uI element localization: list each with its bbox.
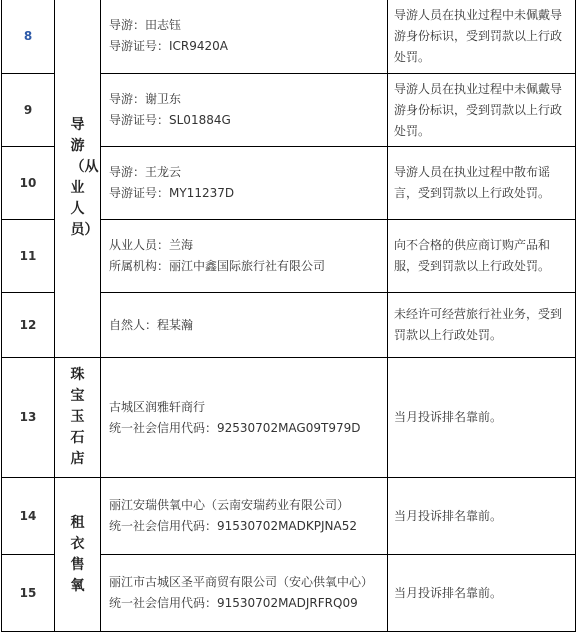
table-row [2, 478, 576, 555]
row-number: 14 [2, 478, 55, 555]
entity-cell [101, 220, 388, 293]
violation-cell: 向不合格的供应商订购产品和服，受到罚款以上行政处罚。 [388, 220, 576, 293]
violation-cell: 当月投诉排名靠前。 [388, 555, 576, 632]
violation-cell: 当月投诉排名靠前。 [388, 358, 576, 478]
entity-line: 导游：谢卫东 [109, 92, 182, 106]
row-number: 13 [2, 358, 55, 478]
row-number: 10 [2, 147, 55, 220]
entity-line: 导游证号：SL01884G [109, 113, 231, 127]
entity-line: 导游：王龙云 [109, 165, 182, 179]
entity-line: 自然人：程某瀚 [109, 317, 194, 332]
entity-cell [101, 293, 388, 358]
blacklist-table [1, 0, 576, 632]
category-cell-guide [55, 0, 101, 358]
entity-line: 导游证号：ICR9420A [109, 39, 229, 53]
row-number: 8 [2, 0, 55, 74]
violation-cell: 导游人员在执业过程中未佩戴导游身份标识，受到罚款以上行政处罚。 [388, 74, 576, 147]
table-row [2, 0, 576, 74]
row-number: 11 [2, 220, 55, 293]
category-cell-oxygen [55, 478, 101, 632]
entity-line: 导游证号：MY11237D [109, 186, 235, 200]
entity-cell [101, 74, 388, 147]
category-label: 导游（从业人员） [70, 117, 99, 238]
violation-cell: 导游人员在执业过程中散布谣言，受到罚款以上行政处罚。 [388, 147, 576, 220]
entity-line: 丽江市古城区圣平商贸有限公司（安心供氧中心） [109, 575, 374, 589]
table-row [2, 358, 576, 478]
entity-line: 统一社会信用代码：91530702MADKPJNA52 [109, 519, 357, 533]
entity-cell [101, 478, 388, 555]
category-label: 珠宝玉石店 [70, 367, 85, 467]
row-number: 15 [2, 555, 55, 632]
entity-line: 丽江安瑞供氧中心（云南安瑞药业有限公司） [109, 498, 350, 512]
entity-line: 统一社会信用代码：91530702MADJRFRQ09 [109, 596, 358, 610]
row-number: 9 [2, 74, 55, 147]
category-cell-jewelry [55, 358, 101, 478]
entity-line: 导游：田志钰 [109, 18, 182, 32]
entity-cell [101, 0, 388, 74]
entity-line: 从业人员：兰海 [109, 238, 194, 252]
entity-line: 古城区润雅轩商行 [109, 399, 206, 414]
row-number: 12 [2, 293, 55, 358]
entity-cell [101, 555, 388, 632]
entity-cell [101, 147, 388, 220]
violation-cell: 当月投诉排名靠前。 [388, 478, 576, 555]
entity-cell [101, 358, 388, 478]
violation-cell: 导游人员在执业过程中未佩戴导游身份标识，受到罚款以上行政处罚。 [388, 0, 576, 74]
entity-line: 所属机构：丽江中鑫国际旅行社有限公司 [109, 259, 326, 273]
entity-line: 统一社会信用代码：92530702MAG09T979D [109, 420, 361, 435]
violation-cell: 未经许可经营旅行社业务，受到罚款以上行政处罚。 [388, 293, 576, 358]
category-label: 租衣售氧 [70, 514, 85, 594]
